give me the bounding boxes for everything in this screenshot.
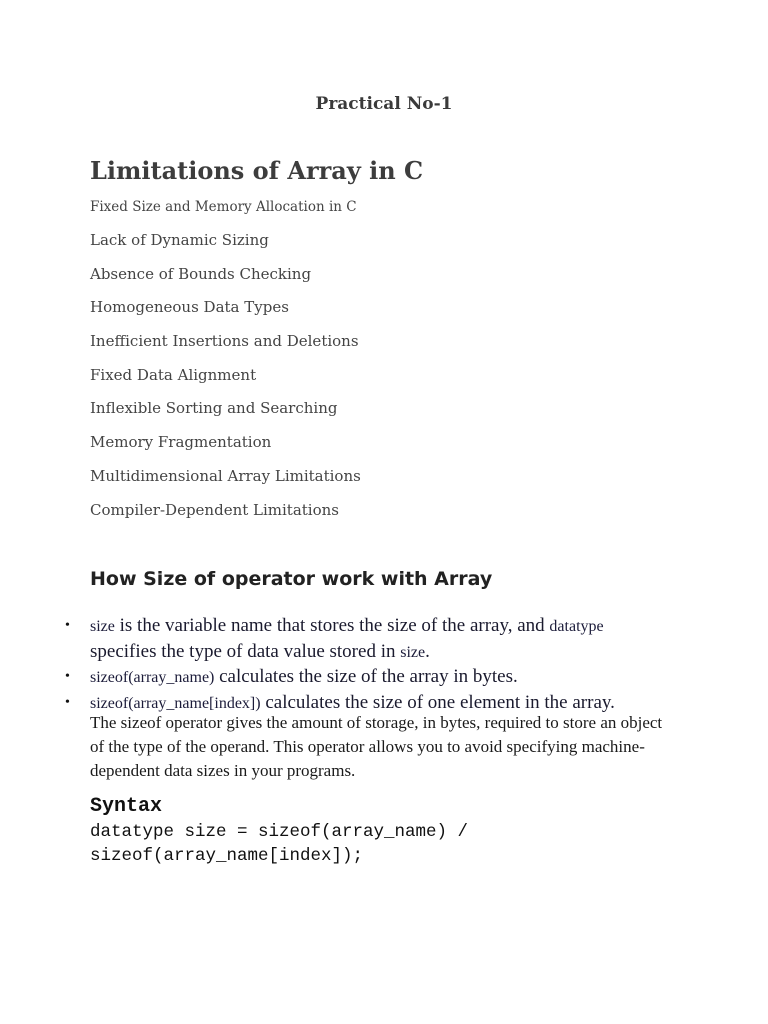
- sizeof-bullet-list: [90, 614, 670, 716]
- inline-code: size: [90, 618, 115, 635]
- list-item: Homogeneous Data Types: [90, 298, 289, 317]
- syntax-code-block: datatype size = sizeof(array_name) / sizeof(array_name[index]);: [90, 822, 479, 866]
- bullet-text: calculates the size of the array in bytes.: [214, 666, 518, 687]
- limitations-list: [90, 197, 361, 533]
- bullet-text: specifies the type of data value stored in: [90, 640, 401, 662]
- list-item: Fixed Size and Memory Allocation in C: [90, 199, 357, 215]
- inline-code: size: [400, 643, 426, 661]
- limitations-heading: Limitations of Array in C: [90, 156, 424, 185]
- bullet-text: calculates the size of one element in the array.: [260, 691, 615, 713]
- list-item: Multidimensional Array Limitations: [90, 466, 361, 485]
- bullet-text: is the variable name that stores the size of the array, and: [114, 615, 550, 636]
- list-item: Compiler-Dependent Limitations: [90, 500, 339, 519]
- inline-code: sizeof(array_name): [90, 669, 215, 686]
- list-item: Absence of Bounds Checking: [90, 264, 312, 283]
- inline-code: sizeof(array_name[index]): [90, 694, 261, 712]
- list-item: Fixed Data Alignment: [90, 365, 257, 384]
- sizeof-heading: How Size of operator work with Array: [90, 568, 493, 590]
- list-item: Memory Fragmentation: [90, 433, 272, 452]
- list-item: Lack of Dynamic Sizing: [90, 231, 269, 249]
- bullet-item: [90, 614, 670, 665]
- bullet-item: [90, 665, 670, 691]
- sizeof-description: The sizeof operator gives the amount of storage, in bytes, required to store an object of the type of the operand. This operator allows you to avoid specifying machine-dependent data sizes in your programs.: [90, 713, 663, 780]
- list-item: Inefficient Insertions and Deletions: [90, 332, 359, 351]
- syntax-label: Syntax: [90, 795, 163, 818]
- inline-code: datatype: [549, 618, 604, 635]
- bullet-text: .: [425, 640, 430, 662]
- list-item: Inflexible Sorting and Searching: [90, 399, 338, 418]
- document-title: Practical No-1: [315, 94, 453, 114]
